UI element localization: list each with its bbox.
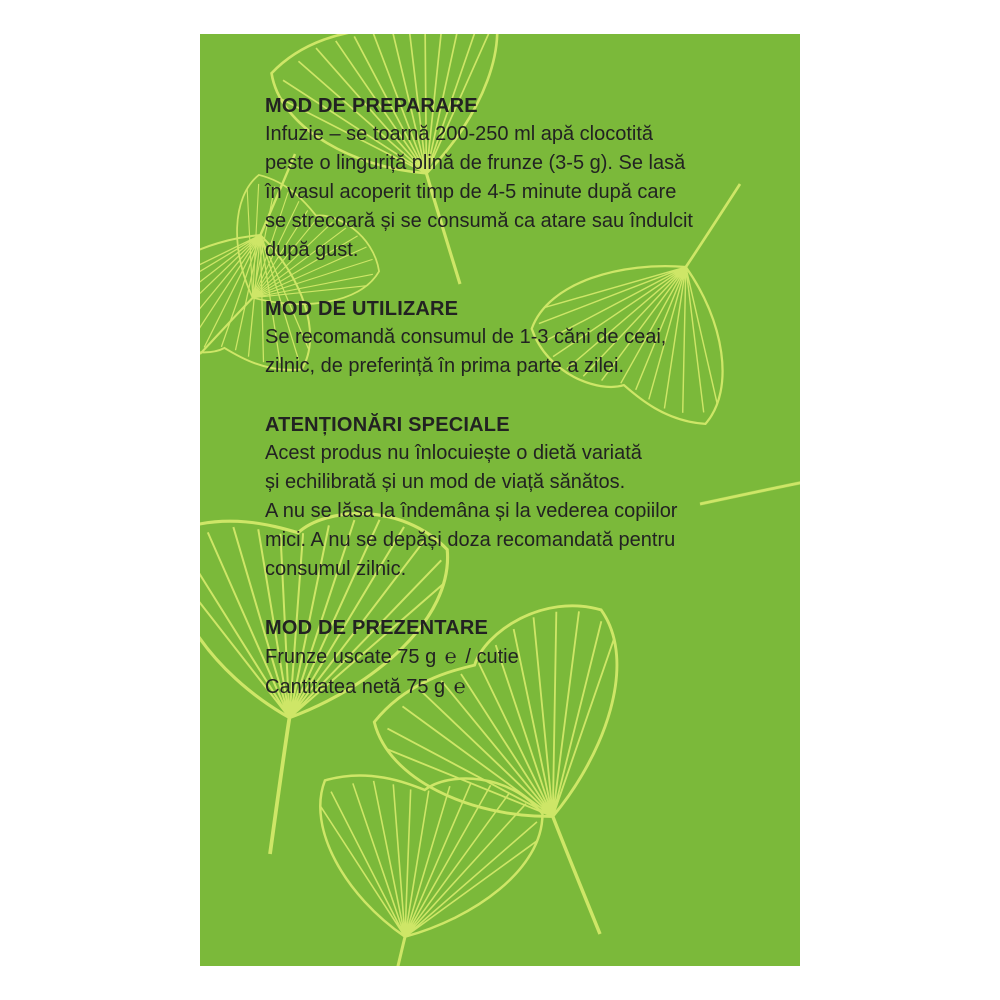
text-line: consumul zilnic. <box>265 558 407 580</box>
text-line: mici. A nu se depăși doza recomandată pentru <box>265 529 676 551</box>
text-line: Acest produs nu înlocuiește o dietă variată <box>265 442 642 464</box>
presentation-suffix: / cutie <box>465 646 519 668</box>
section-title: MOD DE PREZENTARE <box>265 617 489 639</box>
section-title: MOD DE UTILIZARE <box>265 298 459 320</box>
text-line: Infuzie – se toarnă 200-250 ml apă clocotită <box>265 123 654 145</box>
text-line: Se recomandă consumul de 1-3 căni de ceai, <box>265 326 667 348</box>
section-warnings <box>265 411 785 584</box>
estimated-sign-icon: ℮ <box>453 674 466 698</box>
text-line: după gust. <box>265 239 359 261</box>
presentation-text: Frunze uscate 75 g <box>265 646 437 668</box>
section-title: MOD DE PREPARARE <box>265 95 478 117</box>
text-line: se strecoară și se consumă ca atare sau îndulcit <box>265 210 693 232</box>
text-line: zilnic, de preferință în prima parte a zilei. <box>265 355 625 377</box>
text-line: A nu se lăsa la îndemâna și la vederea copiilor <box>265 500 678 522</box>
presentation-line <box>265 642 785 672</box>
instructions-content <box>265 92 785 732</box>
estimated-sign-icon: ℮ <box>444 644 457 668</box>
text-line: în vasul acoperit timp de 4-5 minute după care <box>265 181 677 203</box>
presentation-text: Cantitatea netă 75 g <box>265 676 446 698</box>
section-title: ATENȚIONĂRI SPECIALE <box>265 414 510 436</box>
section-preparation <box>265 92 785 265</box>
section-usage <box>265 295 785 381</box>
text-line: peste o linguriță plină de frunze (3-5 g). Se lasă <box>265 152 686 174</box>
presentation-line <box>265 672 785 702</box>
text-line: și echilibrată și un mod de viață sănătos. <box>265 471 626 493</box>
section-presentation <box>265 614 785 702</box>
product-info-panel <box>200 34 800 966</box>
